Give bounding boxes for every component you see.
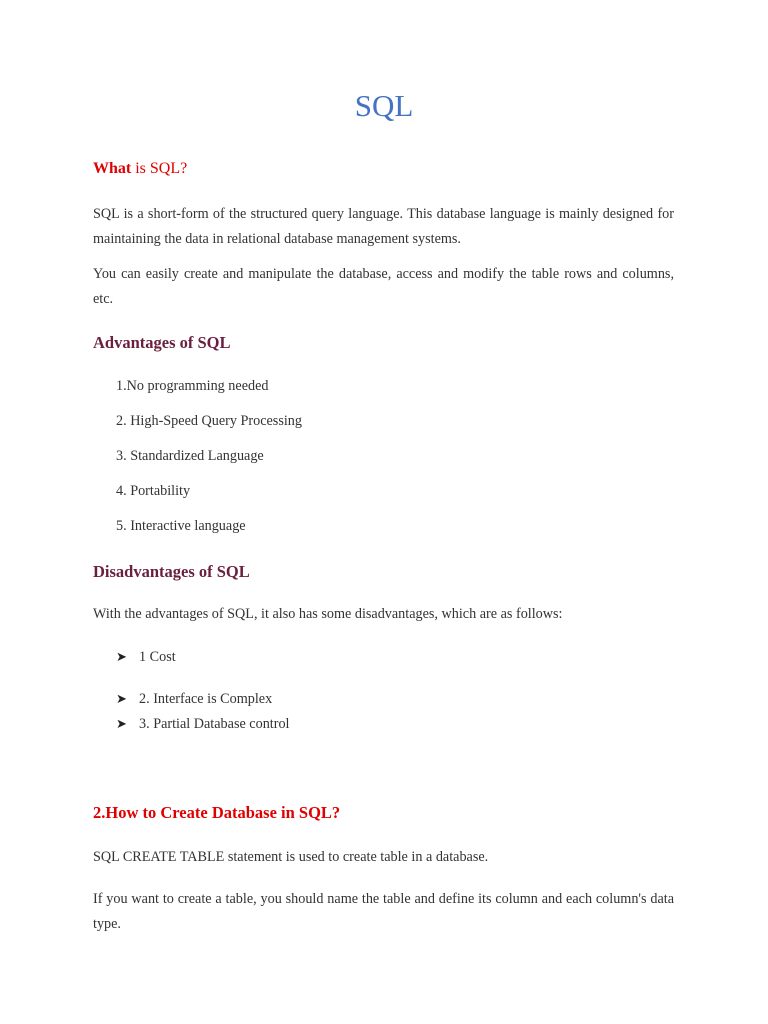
create-table-paragraph: If you want to create a table, you should name the table and define its column and each column's data type.: [93, 891, 674, 932]
intro-paragraph: SQL is a short-form of the structured query language. This database language is mainly designed for maintaining the data in relational database management systems.: [93, 206, 674, 247]
disadvantage-item: [116, 716, 290, 733]
page-title: SQL: [354, 88, 414, 123]
advantage-item: 5. Interactive language: [116, 518, 246, 534]
disadvantage-item: [116, 649, 176, 666]
arrowhead-bullet-icon: ➤: [116, 692, 127, 707]
disadvantage-item-label: 2. Interface is Complex: [139, 691, 273, 707]
advantage-item: 2. High-Speed Query Processing: [116, 413, 302, 429]
advantage-item: 4. Portability: [116, 483, 191, 499]
disadvantages-heading: Disadvantages of SQL: [93, 562, 250, 581]
disadvantages-intro: With the advantages of SQL, it also has some disadvantages, which are as follows:: [93, 606, 563, 622]
disadvantage-item: [116, 691, 272, 708]
arrowhead-bullet-icon: ➤: [116, 650, 127, 665]
arrowhead-bullet-icon: ➤: [116, 717, 127, 732]
create-database-heading: 2.How to Create Database in SQL?: [93, 803, 341, 822]
what-is-sql-heading: [93, 160, 187, 178]
what-bold-word: What: [93, 160, 132, 177]
advantages-heading: Advantages of SQL: [93, 333, 231, 352]
create-table-statement-line: SQL CREATE TABLE statement is used to create table in a database.: [93, 849, 489, 865]
intro-paragraph: You can easily create and manipulate the database, access and modify the table rows and columns, etc.: [93, 266, 674, 307]
advantage-item: 1.No programming needed: [116, 378, 269, 394]
what-heading-rest: is SQL?: [131, 160, 188, 177]
disadvantage-item-label: 1 Cost: [139, 649, 176, 665]
advantage-item: 3. Standardized Language: [116, 448, 264, 464]
disadvantage-item-label: 3. Partial Database control: [139, 716, 290, 732]
